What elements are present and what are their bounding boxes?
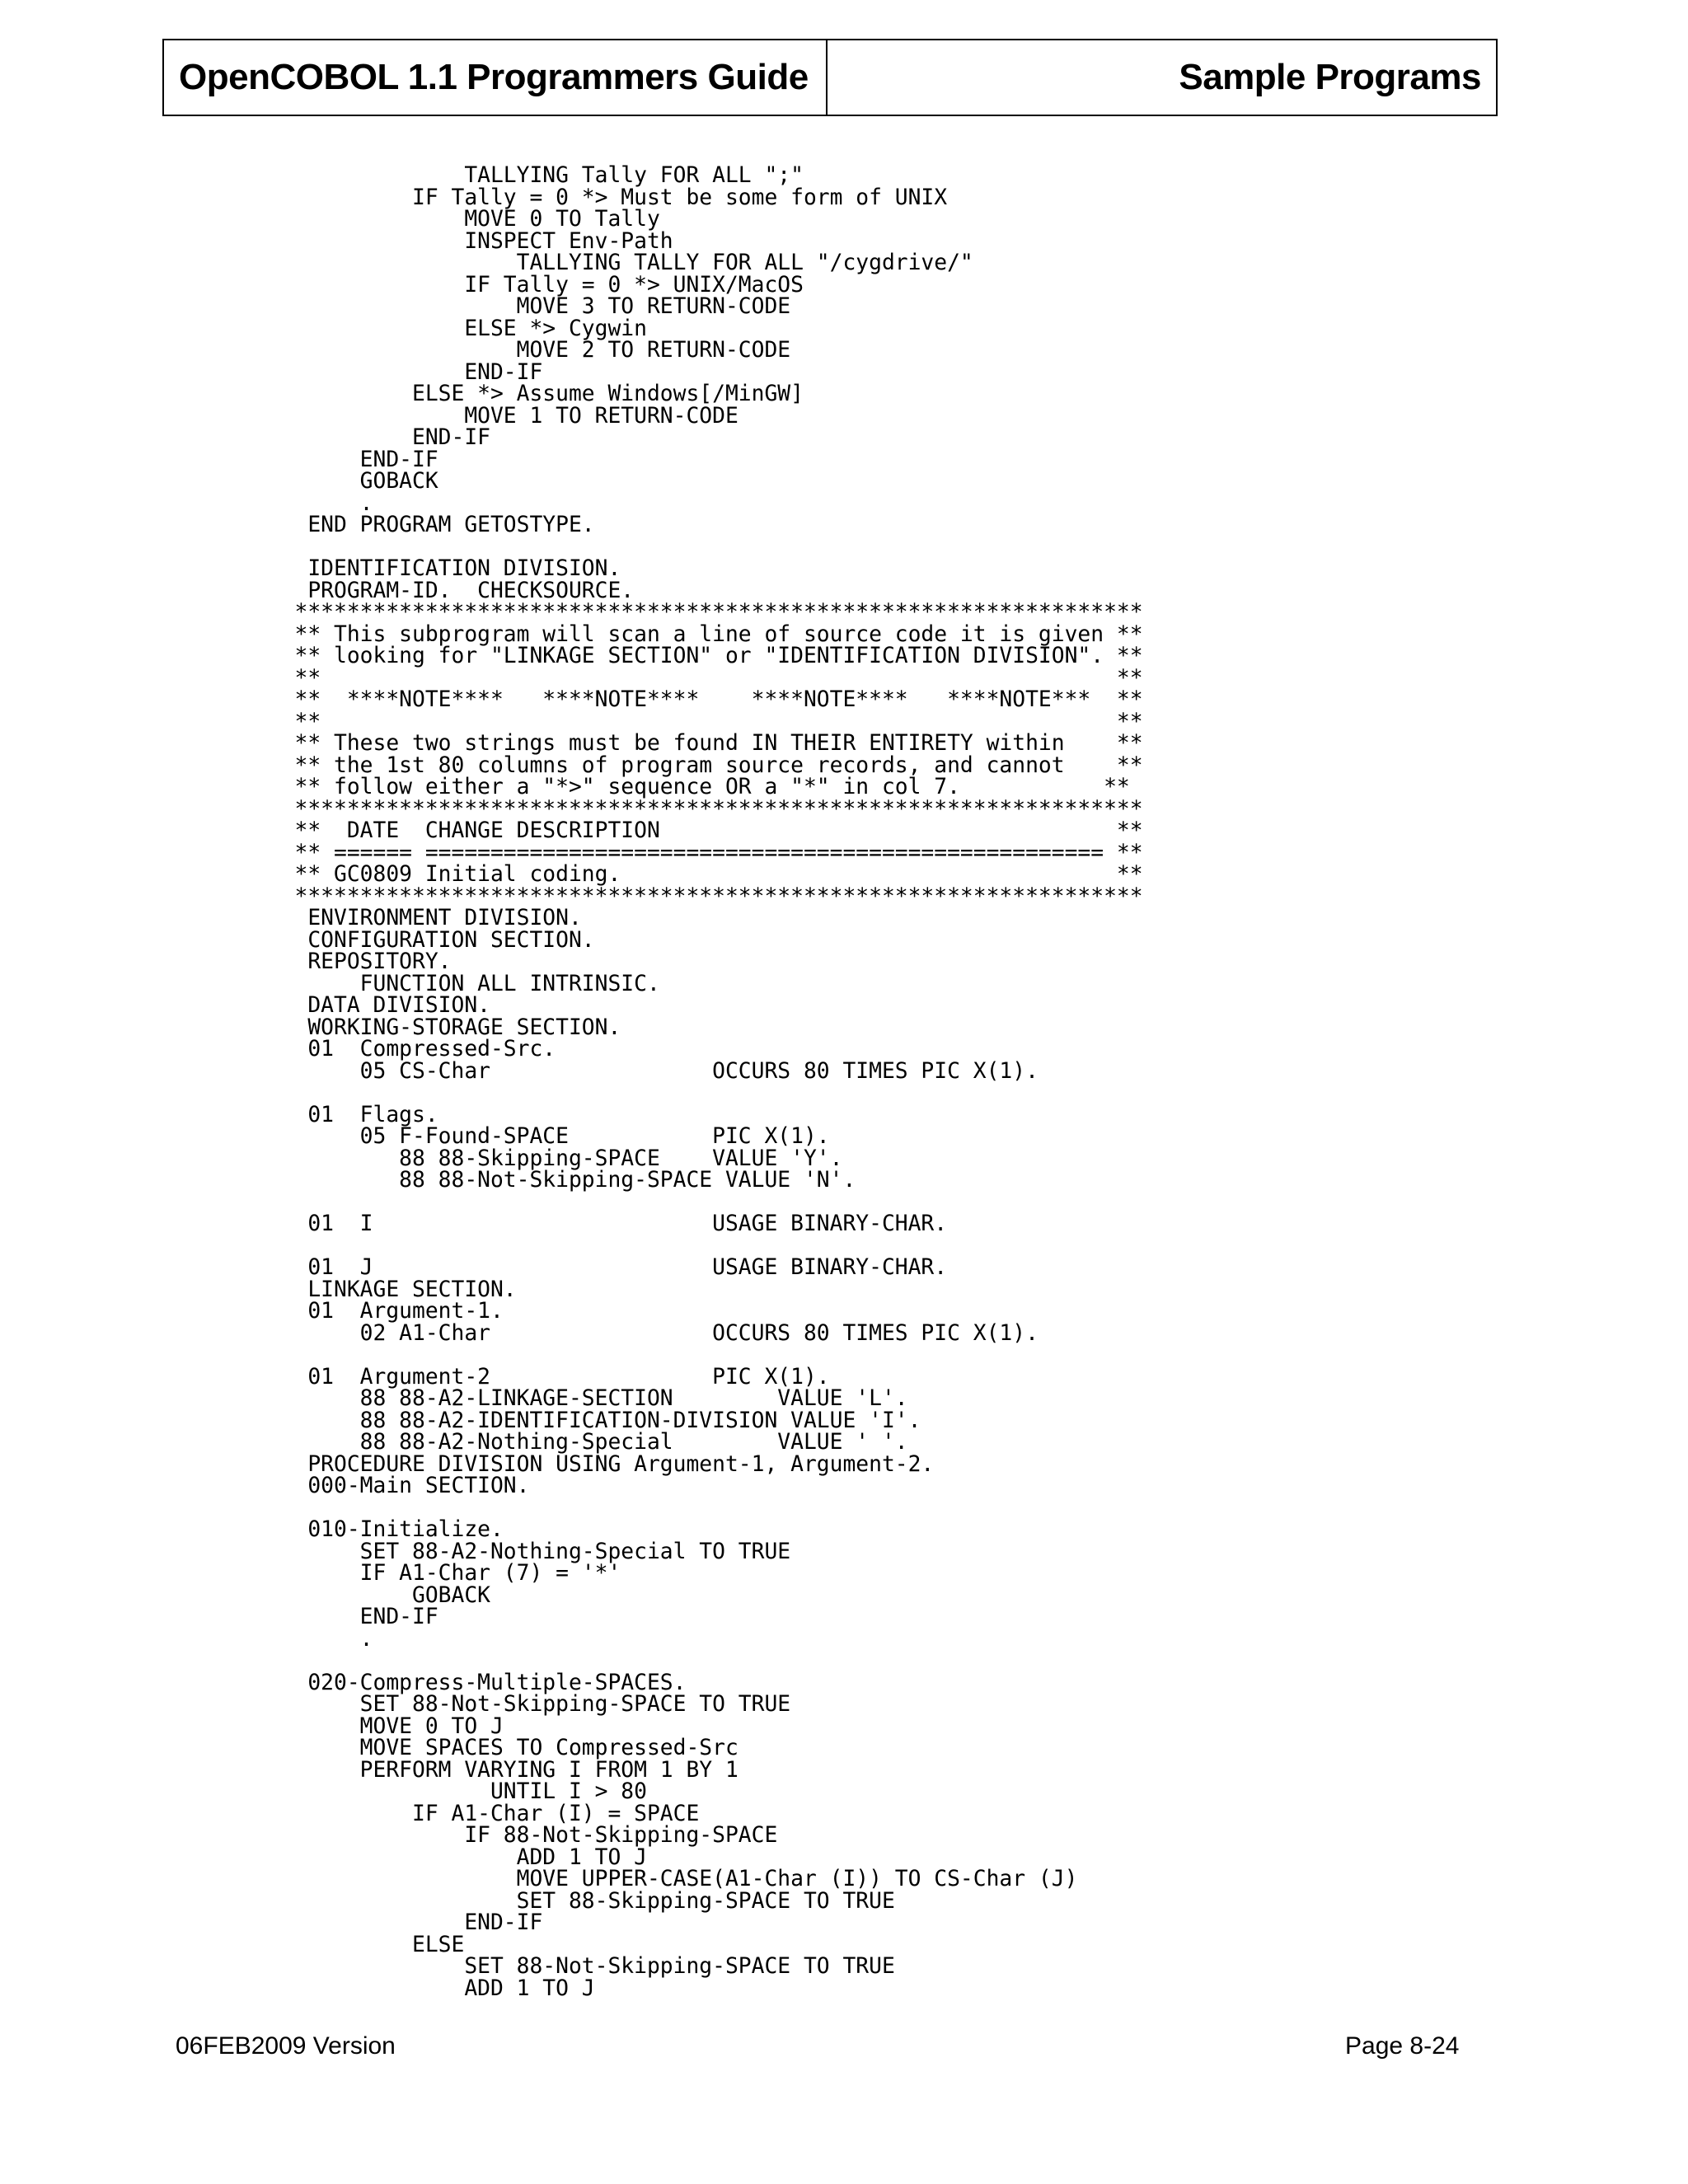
code-line: PROGRAM-ID. CHECKSOURCE. xyxy=(256,578,635,603)
code-line: 01 Compressed-Src. xyxy=(256,1037,556,1062)
code-line: SET 88-A2-Nothing-Special TO TRUE xyxy=(256,1539,791,1564)
code-line: FUNCTION ALL INTRINSIC. xyxy=(256,971,660,996)
code-line: PROCEDURE DIVISION USING Argument-1, Argument-2. xyxy=(256,1451,935,1477)
code-line: SET 88-Skipping-SPACE TO TRUE xyxy=(256,1888,895,1914)
code-line: PERFORM VARYING I FROM 1 BY 1 xyxy=(256,1757,738,1783)
code-line: END PROGRAM GETOSTYPE. xyxy=(256,513,595,537)
code-line: 01 Argument-1. xyxy=(256,1299,504,1324)
code-line: 88 88-A2-LINKAGE-SECTION VALUE 'L'. xyxy=(256,1386,908,1411)
code-line: IF Tally = 0 *> UNIX/MacOS xyxy=(256,272,804,298)
code-line: . xyxy=(256,490,373,516)
code-line: ELSE *> Cygwin xyxy=(256,316,647,341)
code-line: ***************************************************************** xyxy=(256,796,1143,822)
code-line: ** ****NOTE**** ****NOTE**** ****NOTE**** ****NOTE*** ** xyxy=(256,687,1143,712)
code-line: END-IF xyxy=(256,1910,543,1935)
code-line: 05 F-Found-SPACE PIC X(1). xyxy=(256,1124,830,1149)
code-line: IF Tally = 0 *> Must be some form of UNIX xyxy=(256,185,948,210)
code-line: MOVE 1 TO RETURN-CODE xyxy=(256,403,738,429)
code-line: ADD 1 TO J xyxy=(256,1844,647,1870)
footer-page-number: Page 8-24 xyxy=(1345,2032,1460,2060)
code-line: 02 A1-Char OCCURS 80 TIMES PIC X(1). xyxy=(256,1320,1039,1346)
code-line: END-IF xyxy=(256,447,438,472)
code-line: CONFIGURATION SECTION. xyxy=(256,927,595,953)
code-line: ** This subprogram will scan a line of source code it is given ** xyxy=(256,621,1143,647)
code-line: ** These two strings must be found IN THEIR ENTIRETY within ** xyxy=(256,731,1143,756)
code-line: MOVE 3 TO RETURN-CODE xyxy=(256,294,791,319)
code-line: ELSE xyxy=(256,1932,465,1957)
code-line: REPOSITORY. xyxy=(256,949,452,974)
code-line: END-IF xyxy=(256,359,543,385)
code-line: IF A1-Char (I) = SPACE xyxy=(256,1801,700,1826)
code-line: 000-Main SECTION. xyxy=(256,1474,530,1498)
document-title: OpenCOBOL 1.1 Programmers Guide xyxy=(164,40,828,115)
code-line: IDENTIFICATION DIVISION. xyxy=(256,556,621,581)
code-line: GOBACK xyxy=(256,469,438,494)
code-line: MOVE UPPER-CASE(A1-Char (I)) TO CS-Char (J) xyxy=(256,1867,1078,1891)
code-line: 010-Initialize. xyxy=(256,1517,504,1542)
code-line: END-IF xyxy=(256,425,490,450)
code-line: TALLYING TALLY FOR ALL "/cygdrive/" xyxy=(256,251,973,275)
code-line: 01 I USAGE BINARY-CHAR. xyxy=(256,1212,948,1236)
code-line: LINKAGE SECTION. xyxy=(256,1277,517,1302)
code-listing xyxy=(256,165,1143,1999)
code-line: 020-Compress-Multiple-SPACES. xyxy=(256,1670,687,1695)
code-line: 01 Flags. xyxy=(256,1102,438,1127)
code-line: WORKING-STORAGE SECTION. xyxy=(256,1015,621,1040)
code-line: ** DATE CHANGE DESCRIPTION ** xyxy=(256,818,1143,843)
code-line: SET 88-Not-Skipping-SPACE TO TRUE xyxy=(256,1692,791,1717)
code-line: IF 88-Not-Skipping-SPACE xyxy=(256,1823,778,1848)
code-line: IF A1-Char (7) = '*' xyxy=(256,1561,621,1586)
code-line: MOVE 0 TO J xyxy=(256,1713,504,1739)
footer-version: 06FEB2009 Version xyxy=(176,2032,396,2060)
code-line: ENVIRONMENT DIVISION. xyxy=(256,906,582,930)
page-header xyxy=(162,39,1498,116)
code-line: ELSE *> Assume Windows[/MinGW] xyxy=(256,382,804,406)
code-line: 88 88-Not-Skipping-SPACE VALUE 'N'. xyxy=(256,1168,856,1193)
code-line: ***************************************************************** xyxy=(256,600,1143,625)
code-line: 01 Argument-2 PIC X(1). xyxy=(256,1364,830,1390)
code-line: ADD 1 TO J xyxy=(256,1975,595,2001)
code-line: 88 88-A2-Nothing-Special VALUE ' '. xyxy=(256,1430,908,1455)
code-line: 05 CS-Char OCCURS 80 TIMES PIC X(1). xyxy=(256,1058,1039,1084)
code-line: MOVE 2 TO RETURN-CODE xyxy=(256,338,791,363)
code-line: 01 J USAGE BINARY-CHAR. xyxy=(256,1255,948,1280)
code-line: MOVE 0 TO Tally xyxy=(256,207,660,232)
code-line: DATA DIVISION. xyxy=(256,993,490,1018)
code-line: UNTIL I > 80 xyxy=(256,1779,647,1804)
section-title: Sample Programs xyxy=(1179,57,1481,97)
code-line: ** ====== ==================================================== ** xyxy=(256,840,1143,865)
code-line: 88 88-A2-IDENTIFICATION-DIVISION VALUE 'I'. xyxy=(256,1408,921,1433)
code-line: ** follow either a "*>" sequence OR a "*" in col 7. ** xyxy=(256,775,1130,799)
code-line: TALLYING Tally FOR ALL ";" xyxy=(256,163,804,188)
code-line: ** GC0809 Initial coding. ** xyxy=(256,862,1143,887)
code-line: INSPECT Env-Path xyxy=(256,228,673,254)
code-line: SET 88-Not-Skipping-SPACE TO TRUE xyxy=(256,1954,895,1979)
code-line: GOBACK xyxy=(256,1582,490,1608)
code-line: 88 88-Skipping-SPACE VALUE 'Y'. xyxy=(256,1146,843,1171)
code-line: ** looking for "LINKAGE SECTION" or "IDENTIFICATION DIVISION". ** xyxy=(256,644,1143,668)
code-line: ***************************************************************** xyxy=(256,883,1143,909)
code-line: ** ** xyxy=(256,709,1143,734)
code-line: END-IF xyxy=(256,1605,438,1629)
code-line: . xyxy=(256,1626,373,1652)
code-line: MOVE SPACES TO Compressed-Src xyxy=(256,1736,738,1760)
code-line: ** ** xyxy=(256,665,1143,691)
code-line: ** the 1st 80 columns of program source records, and cannot ** xyxy=(256,752,1143,778)
